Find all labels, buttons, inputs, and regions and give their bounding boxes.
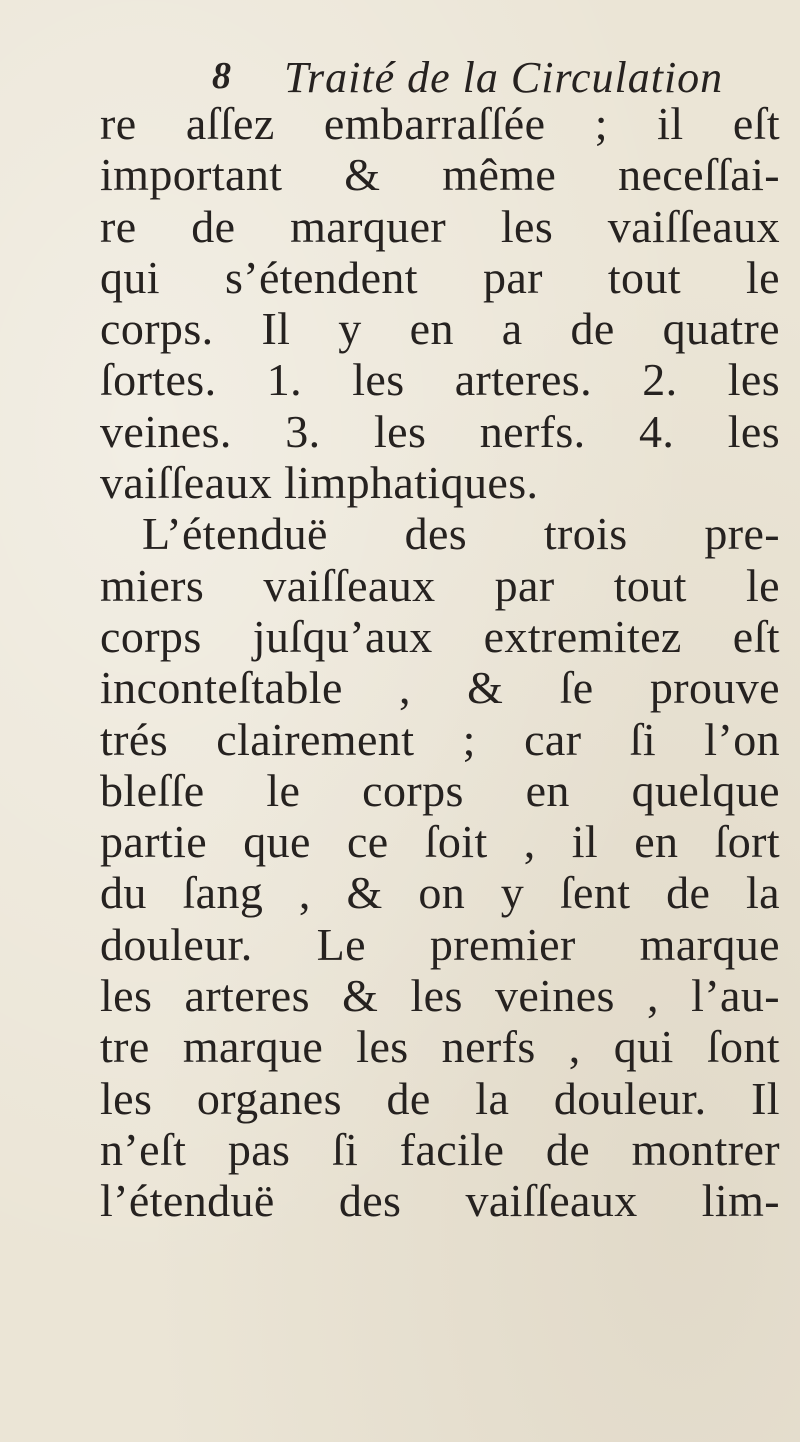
text-line: n’eſt pas ſi facile de montrer: [100, 1123, 780, 1175]
text-line: bleſſe le corps en quelque: [100, 764, 780, 816]
text-line: l’étenduë des vaiſſeaux lim-: [100, 1175, 780, 1227]
text-line: vaiſſeaux limphatiques.: [100, 457, 539, 509]
paragraph-start-line: L’étenduë des trois pre-: [142, 508, 780, 560]
text-line: du ſang , & on y ſent de la: [100, 867, 780, 919]
text-line: ſortes. 1. les arteres. 2. les: [100, 354, 780, 406]
text-line: important & même neceſſai-: [100, 149, 780, 201]
text-line: inconteſtable , & ſe prouve: [100, 662, 780, 714]
running-head: Traité de la Circulation: [284, 53, 724, 102]
text-line: trés clairement ; car ſi l’on: [100, 713, 780, 765]
text-line: qui s’étendent par tout le: [100, 251, 780, 303]
text-line: corps. Il y en a de quatre: [100, 303, 780, 355]
text-line: tre marque les nerfs , qui ſont: [100, 1021, 780, 1073]
text-line: veines. 3. les nerfs. 4. les: [100, 405, 780, 457]
page-number: 8: [212, 55, 231, 97]
body-text: [100, 98, 780, 1227]
text-line: les organes de la douleur. Il: [100, 1072, 780, 1124]
text-line: douleur. Le premier marque: [100, 918, 780, 970]
text-line: miers vaiſſeaux par tout le: [100, 559, 780, 611]
text-line: re de marquer les vaiſſeaux: [100, 200, 780, 252]
text-line: re aſſez embarraſſée ; il eſt: [100, 98, 780, 149]
text-line: corps juſqu’aux extremitez eſt: [100, 610, 780, 662]
text-line: partie que ce ſoit , il en ſort: [100, 816, 780, 868]
text-line: les arteres & les veines , l’au-: [100, 970, 780, 1022]
